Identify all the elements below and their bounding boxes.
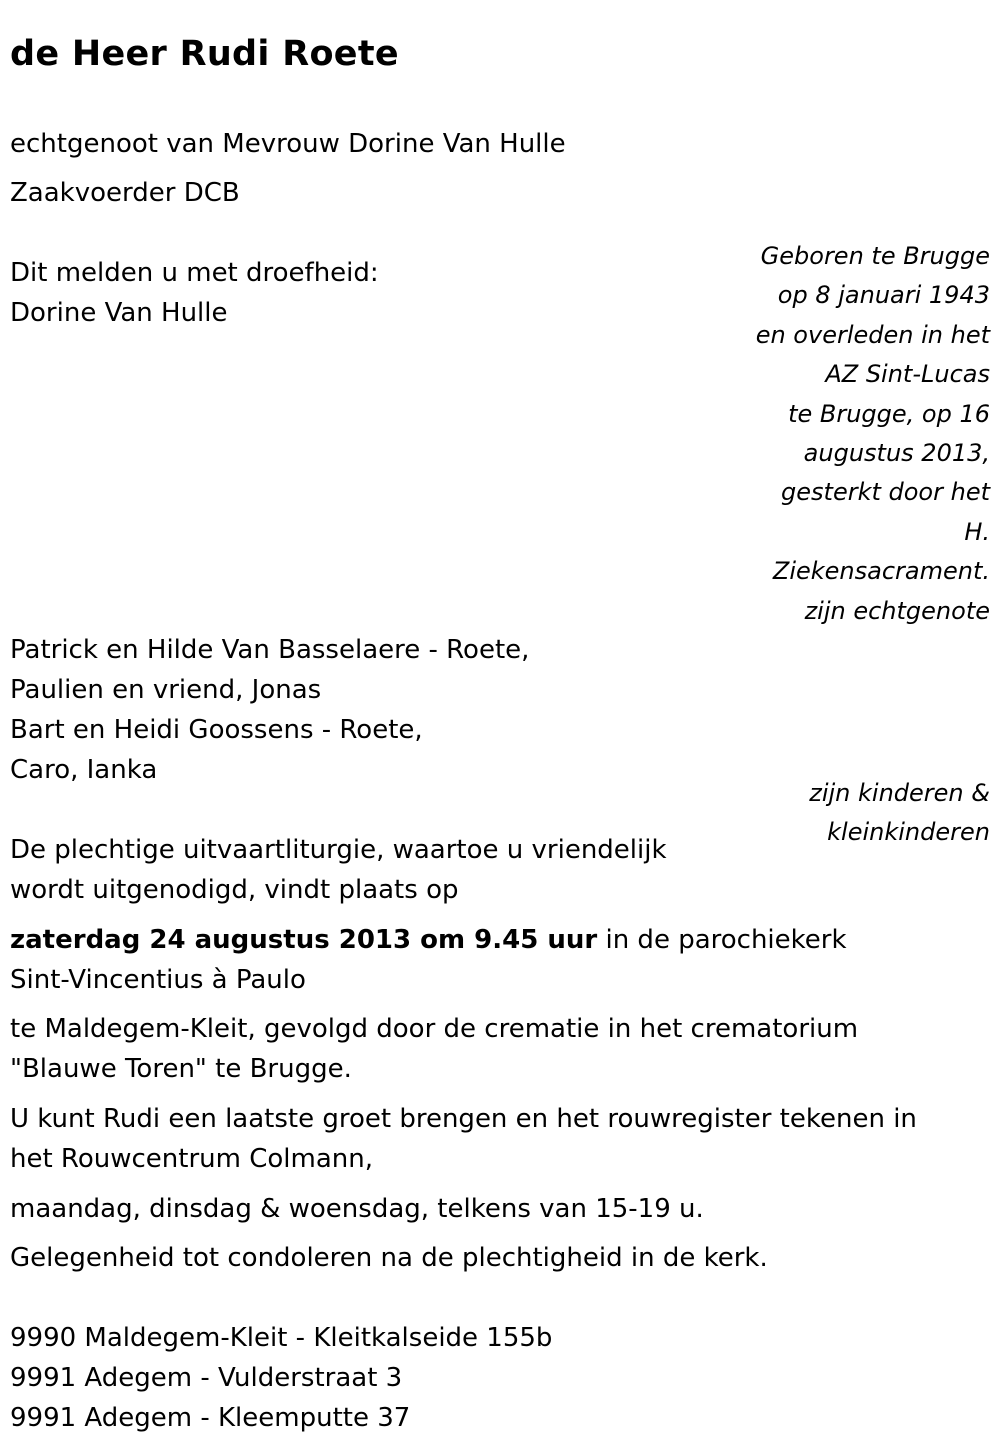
visitation-line: U kunt Rudi een laatste groet brengen en het rouwregister tekenen in <box>10 1104 917 1134</box>
visitation-line: het Rouwcentrum Colmann, <box>10 1144 373 1174</box>
birth-death-line: augustus 2013, <box>803 439 990 468</box>
ceremony-intro <box>10 830 667 910</box>
spouse-line: echtgenoot van Mevrouw Dorine Van Hulle <box>10 129 566 159</box>
ceremony-line: wordt uitgenodigd, vindt plaats op <box>10 875 459 905</box>
ceremony-place-prefix: in de parochiekerk <box>597 925 847 955</box>
family-member-line: Paulien en vriend, Jonas <box>10 675 322 705</box>
occupation: Zaakvoerder DCB <box>10 178 240 208</box>
ceremony-date: zaterdag 24 augustus 2013 om 9.45 uur <box>10 925 598 955</box>
address-list <box>10 1318 552 1438</box>
family-member-line: Bart en Heidi Goossens - Roete, <box>10 715 423 745</box>
address-line: 9991 Adegem - Kleemputte 37 <box>10 1403 411 1433</box>
location-line: te Maldegem-Kleit, gevolgd door de crematie in het crematorium <box>10 1014 859 1044</box>
birth-death-line: Geboren te Brugge <box>760 242 990 270</box>
location-line: "Blauwe Toren" te Brugge. <box>10 1054 352 1084</box>
family-member-line: Caro, Ianka <box>10 755 158 785</box>
spouse-role-label: zijn echtgenote <box>804 597 990 625</box>
birth-death-line: H. <box>964 517 990 546</box>
address-line: 9991 Adegem - Vulderstraat 3 <box>10 1363 403 1393</box>
visitation-info <box>10 1099 917 1179</box>
family-role-label <box>809 774 990 853</box>
address-line: 9990 Maldegem-Kleit - Kleitkalseide 155b <box>10 1323 553 1353</box>
family-role-line: kleinkinderen <box>827 818 990 847</box>
birth-death-line: gesterkt door het <box>781 478 990 507</box>
birth-death-line: en overleden in het <box>755 320 990 349</box>
birth-death-line: Ziekensacrament. <box>772 557 990 586</box>
ceremony-line: De plechtige uitvaartliturgie, waartoe u vriendelijk <box>10 835 667 865</box>
visitation-times: maandag, dinsdag & woensdag, telkens van 15-19 u. <box>10 1194 704 1224</box>
birth-death-line: te Brugge, op 16 <box>788 399 990 428</box>
family-list <box>10 630 529 790</box>
announcement-intro: Dit melden u met droefheid: <box>10 258 379 288</box>
announcement-signatory: Dorine Van Hulle <box>10 298 228 328</box>
church-name: Sint-Vincentius à Paulo <box>10 965 306 995</box>
family-member-line: Patrick en Hilde Van Basselaere - Roete, <box>10 635 530 665</box>
birth-death-details <box>756 237 990 592</box>
birth-death-line: op 8 januari 1943 <box>777 281 990 310</box>
birth-death-line: AZ Sint-Lucas <box>825 360 990 389</box>
family-role-line: zijn kinderen & <box>809 779 990 807</box>
condolence-info: Gelegenheid tot condoleren na de plechtigheid in de kerk. <box>10 1243 768 1273</box>
deceased-name-title: de Heer Rudi Roete <box>10 34 399 74</box>
ceremony-location <box>10 1009 858 1089</box>
announcement-block <box>10 253 379 333</box>
ceremony-date-line <box>10 920 847 960</box>
